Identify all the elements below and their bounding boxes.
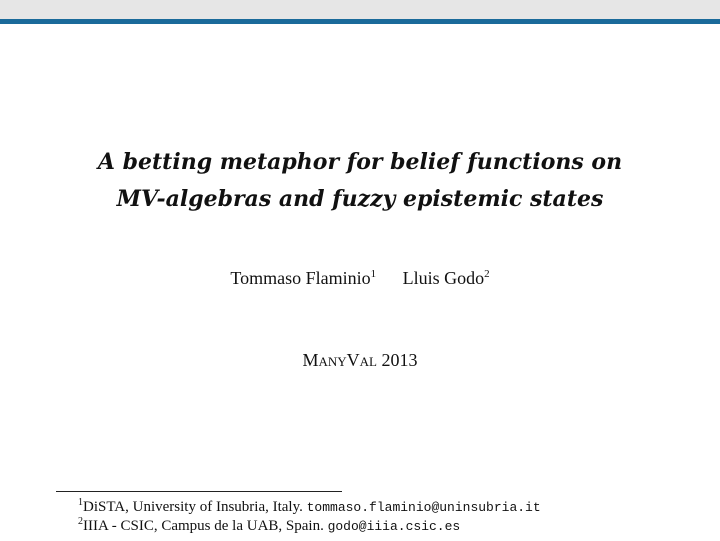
footnote-2 <box>78 517 718 536</box>
author-mark: 2 <box>484 268 490 280</box>
authors <box>0 268 720 289</box>
footnote-affiliation: DiSTA, University of Insubria, Italy. <box>83 499 303 515</box>
footnote-affiliation: IIIA - CSIC, Campus de la UAB, Spain. <box>83 518 324 534</box>
title-line-2: MV-algebras and fuzzy epistemic states <box>116 186 604 212</box>
author-name: Lluis Godo <box>402 268 485 288</box>
footnote-mark: 1 <box>78 497 83 508</box>
footnote-mark: 2 <box>78 516 83 527</box>
title-line-1: A betting metaphor for belief functions on <box>97 149 623 175</box>
footnote-email[interactable]: tommaso.flaminio@uninsubria.it <box>306 500 541 515</box>
event-name: ManyVal 2013 <box>302 350 418 370</box>
footnotes <box>78 498 718 536</box>
author-1 <box>230 268 376 289</box>
top-bar <box>0 0 720 19</box>
author-2 <box>403 268 490 289</box>
footnote-email[interactable]: godo@iiia.csic.es <box>327 519 461 534</box>
footnote-rule <box>56 491 342 492</box>
author-name: Tommaso Flaminio <box>230 268 371 288</box>
slide-title <box>0 144 720 218</box>
author-mark: 1 <box>370 268 377 280</box>
footnote-1 <box>78 498 718 517</box>
accent-line <box>0 19 720 24</box>
